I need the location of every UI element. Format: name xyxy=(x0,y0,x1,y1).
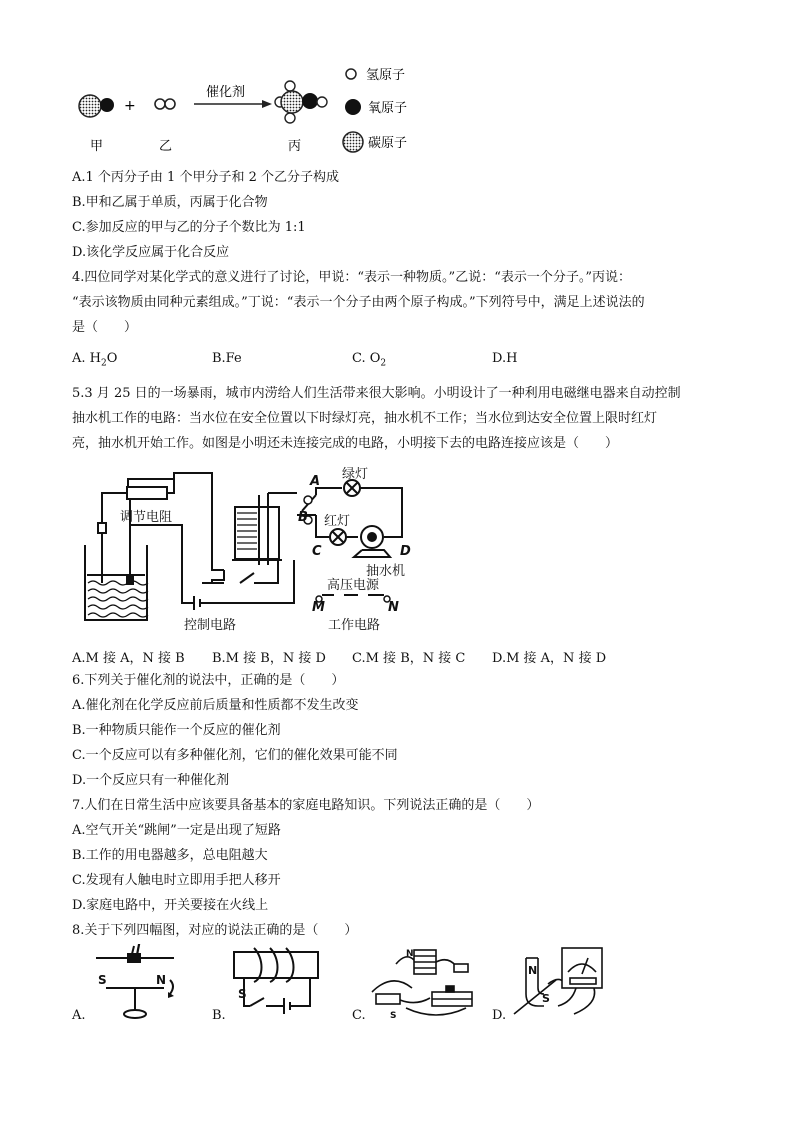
fig-label-resistor: 调节电阻 xyxy=(120,510,173,525)
legend-h-icon xyxy=(346,69,356,79)
q6-option-c[interactable]: C.一个反应可以有多种催化剂，它们的催化效果可能不同 xyxy=(72,748,398,763)
q7-stem: 7.人们在日常生活中应该要具备基本的家庭电路知识。下列说法正确的是（ ） xyxy=(72,798,540,813)
fig-label-hv: 高压电源 xyxy=(327,578,380,593)
q8-option-d[interactable]: D. xyxy=(492,1008,507,1023)
fig-label-n: N xyxy=(388,600,399,615)
legend-o-label: 氧原子 xyxy=(368,101,408,116)
relay-circuit-diagram xyxy=(72,465,422,637)
fig-label-control: 控制电路 xyxy=(184,618,237,633)
q5-option-a[interactable]: A.M 接 A，N 接 B xyxy=(72,651,185,666)
q7-option-a[interactable]: A.空气开关“跳闸”一定是出现了短路 xyxy=(72,823,281,838)
fig-b-label-s: S xyxy=(238,987,247,1001)
legend-o-icon xyxy=(345,99,361,115)
reaction-arrow xyxy=(194,100,272,108)
q8-option-b[interactable]: B. xyxy=(212,1008,226,1023)
fig-label-pump: 抽水机 xyxy=(366,564,406,579)
q5-stem-line2: 抽水机工作的电路：当水位在安全位置以下时绿灯亮，抽水机不工作；当水位到达安全位置上限时红灯 xyxy=(72,411,658,426)
q5-stem-line3: 亮，抽水机开始工作。如图是小明还未连接完成的电路，小明接下去的电路连接应该是（ ） xyxy=(72,436,619,451)
q6-option-d[interactable]: D.一个反应只有一种催化剂 xyxy=(72,773,230,788)
q7-option-c[interactable]: C.发现有人触电时立即用手把人移开 xyxy=(72,873,281,888)
q5-option-d[interactable]: D.M 接 A，N 接 D xyxy=(492,651,607,666)
fig-a-label-s: S xyxy=(98,973,107,987)
fig-c-label-n: N xyxy=(406,949,414,959)
plus-sign: + xyxy=(124,98,136,114)
fig-label-red: 红灯 xyxy=(324,514,351,529)
fig-a-label-n: N xyxy=(156,973,167,987)
fig-label-a: A xyxy=(310,474,321,489)
molecule-bing xyxy=(275,81,327,123)
q6-option-a[interactable]: A.催化剂在化学反应前后质量和性质都不发生改变 xyxy=(72,698,359,713)
q4-stem-line1: 4.四位同学对某化学式的意义进行了讨论，甲说：“表示一种物质。”乙说：“表示一个分子。”丙说： xyxy=(72,270,631,285)
q3-option-b[interactable]: B.甲和乙属于单质，丙属于化合物 xyxy=(72,195,268,210)
q7-option-b[interactable]: B.工作的用电器越多，总电阻越大 xyxy=(72,848,268,863)
legend-h-label: 氢原子 xyxy=(366,68,406,83)
reaction-diagram xyxy=(70,58,430,158)
fig-label-b: B xyxy=(298,510,308,525)
q8-stem: 8.关于下列四幅图，对应的说法正确的是（ ） xyxy=(72,923,358,938)
fig-label-green: 绿灯 xyxy=(342,467,369,482)
q7-option-d[interactable]: D.家庭电路中，开关要接在火线上 xyxy=(72,898,269,913)
q4-stem-line3: 是（ ） xyxy=(72,320,138,335)
fig-d-label-s: S xyxy=(542,992,550,1005)
q4-option-a[interactable]: A. $H_2O$ xyxy=(72,351,118,369)
fig-label-c: C xyxy=(312,544,322,559)
q4-option-b[interactable]: B.Fe xyxy=(212,351,242,366)
fig-label-work: 工作电路 xyxy=(328,618,381,633)
q6-stem: 6.下列关于催化剂的说法中，正确的是（ ） xyxy=(72,673,345,688)
catalyst-label: 催化剂 xyxy=(206,85,246,100)
q6-option-b[interactable]: B.一种物质只能作一个反应的催化剂 xyxy=(72,723,281,738)
q5-option-b[interactable]: B.M 接 B，N 接 D xyxy=(212,651,326,666)
molecule-jia xyxy=(79,95,114,117)
label-yi: 乙 xyxy=(159,139,173,154)
fig-a-label-i: I xyxy=(136,944,141,956)
fig-c-label-s: S xyxy=(390,1011,397,1021)
q3-option-c[interactable]: C.参加反应的甲与乙的分子个数比为 1:1 xyxy=(72,220,306,235)
molecule-yi xyxy=(155,99,175,109)
q3-option-a[interactable]: A.1 个丙分子由 1 个甲分子和 2 个乙分子构成 xyxy=(72,170,339,185)
q8-option-c[interactable]: C. xyxy=(352,1008,366,1023)
legend-c-icon xyxy=(343,132,363,152)
q3-option-d[interactable]: D.该化学反应属于化合反应 xyxy=(72,245,230,260)
fig-d-label-n: N xyxy=(528,964,538,977)
q4-option-c[interactable]: C. $O_2$ xyxy=(352,351,387,369)
q4-stem-line2: “表示该物质由同种元素组成。”丁说：“表示一个分子由两个原子构成。”下列符号中，满足上述说法的 xyxy=(72,295,645,310)
q5-option-c[interactable]: C.M 接 B，N 接 C xyxy=(352,651,466,666)
label-jia: 甲 xyxy=(90,139,104,154)
fig-label-m: M xyxy=(312,600,325,615)
fig-label-d: D xyxy=(400,544,411,559)
legend-c-label: 碳原子 xyxy=(368,136,408,151)
q8-option-a[interactable]: A. xyxy=(72,1008,86,1023)
label-bing: 丙 xyxy=(288,139,302,154)
q5-stem-line1: 5.3 月 25 日的一场暴雨，城市内涝给人们生活带来很大影响。小明设计了一种利用电磁继电器来自动控制 xyxy=(72,386,681,401)
q4-option-d[interactable]: D.H xyxy=(492,351,518,366)
